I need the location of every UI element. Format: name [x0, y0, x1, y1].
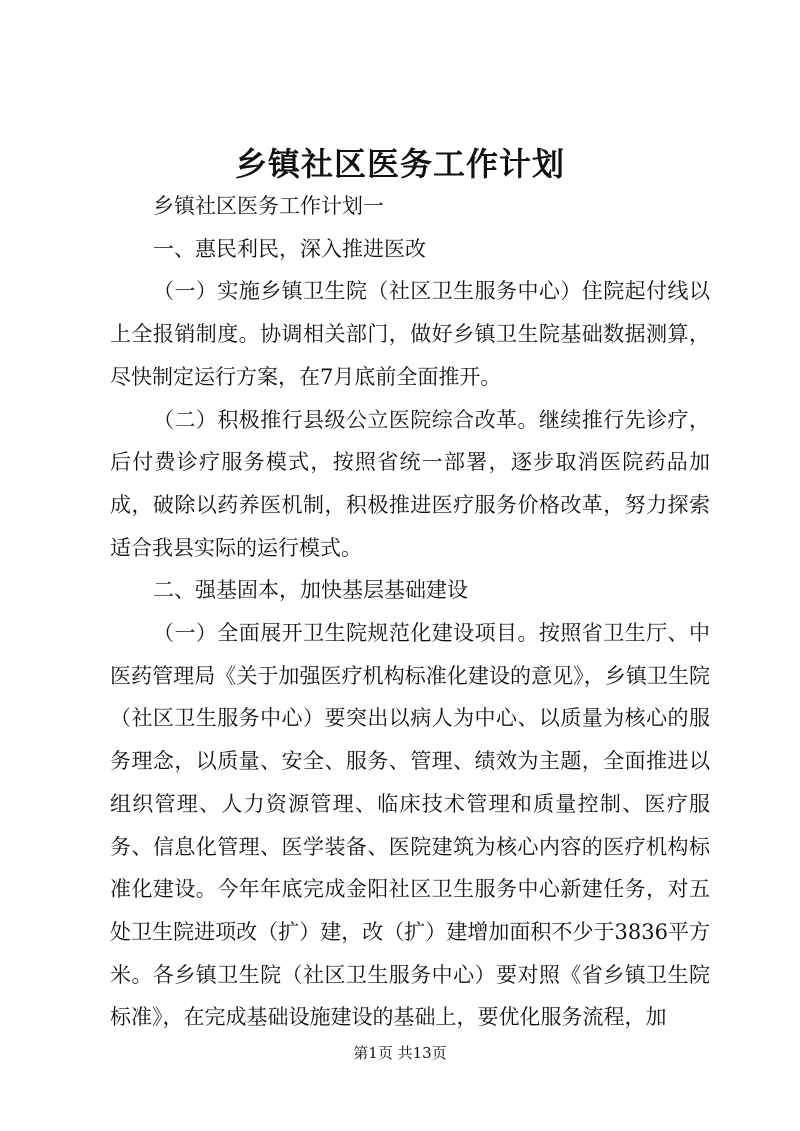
- paragraph-2-1: （一）全面展开卫生院规范化建设项目。按照省卫生厅、中医药管理局《关于加强医疗机构标准化建设的意见》，乡镇卫生院（社区卫生服务中心）要突出以病人为中心、以质量为核心的服务理念，以质量、安全、服务、管理、绩效为主题，全面推进以组织管理、人力资源管理、临床技术管理和质量控制、医疗服务、信息化管理、医学装备、医院建筑为核心内容的医疗机构标准化建设。今年年底完成金阳社区卫生服务中心新建任务，对五处卫生院进项改（扩）建，改（扩）建增加面积不少于3836平方米。各乡镇卫生院（社区卫生服务中心）要对照《省乡镇卫生院标准》，在完成基础设施建设的基础上，要优化服务流程，加: [110, 621, 710, 1030]
- document-body: [110, 185, 710, 1039]
- paragraph-1-2: （二）积极推行县级公立医院综合改革。继续推行先诊疗，后付费诊疗服务模式，按照省统一部署，逐步取消医院药品加成，破除以药养医机制，积极推进医疗服务价格改革，努力探索适合我县实际的运行模式。: [110, 407, 710, 560]
- paragraph-subtitle: 乡镇社区医务工作计划一: [153, 194, 385, 218]
- paragraph-heading-1: 一、惠民利民，深入推进医改: [153, 236, 427, 261]
- document-title: 乡镇社区医务工作计划: [234, 145, 565, 183]
- paragraph-heading-2: 二、强基固本，加快基层基础建设: [153, 578, 469, 603]
- page-footer: 第1页 共13页: [353, 1044, 447, 1062]
- paragraph-1-1: （一）实施乡镇卫生院（社区卫生服务中心）住院起付线以上全报销制度。协调相关部门，做好乡镇卫生院基础数据测算，尽快制定运行方案，在7月底前全面推开。: [110, 279, 710, 389]
